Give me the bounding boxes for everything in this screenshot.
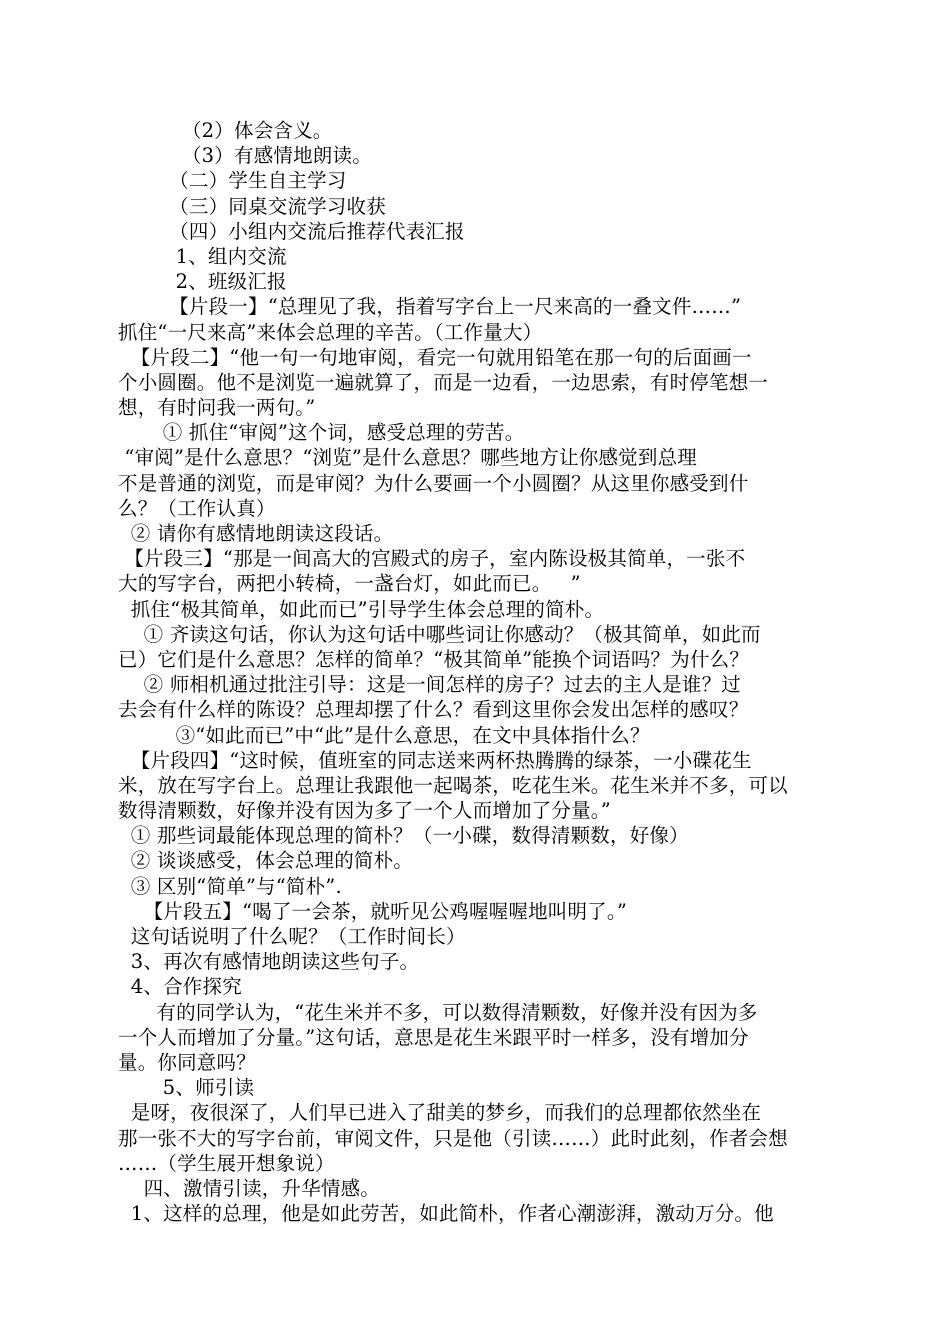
text-line: ① 抓住“审阅”这个词，感受总理的劳苦。 <box>118 421 525 445</box>
text-line: ① 齐读这句话，你认为这句话中哪些词让你感动？（极其简单，如此而 <box>118 622 761 646</box>
text-line: 【片段四】“这时候，值班室的同志送来两杯热腾腾的绿茶，一小碟花生 <box>118 748 752 772</box>
text-line: ③ 区别“简单”与“简朴”. <box>118 874 342 898</box>
text-line: 米，放在写字台上。总理让我跟他一起喝茶，吃花生米。花生米并不多，可以 <box>118 773 788 797</box>
text-line: 是呀，夜很深了，人们早已进入了甜美的梦乡，而我们的总理都依然坐在 <box>118 1101 762 1125</box>
text-line: ③“如此而已”中“此”是什么意思，在文中具体指什么？ <box>118 723 650 747</box>
text-line: 不是普通的浏览，而是审阅？为什么要画一个小圆圈？从这里你感受到什 <box>118 471 749 495</box>
text-line: （二）学生自主学习 <box>118 169 347 193</box>
text-line: 去会有什么样的陈设？总理却摆了什么？看到这里你会发出怎样的感叹？ <box>118 698 749 722</box>
text-line: （2）体会含义。 <box>118 119 333 142</box>
text-line: 个小圆圈。他不是浏览一遍就算了，而是一边看，一边思索，有时停笔想一 <box>118 370 769 394</box>
text-line: 1、组内交流 <box>118 244 287 268</box>
text-line: 抓住“极其简单，如此而已”引导学生体会总理的简朴。 <box>118 597 605 621</box>
text-line: 想，有时问我一两句。” <box>118 396 316 420</box>
text-line: 一个人而增加了分量。”这句话，意思是花生米跟平时一样多，没有增加分 <box>118 1025 749 1049</box>
text-line: 4、合作探究 <box>118 975 242 999</box>
text-line: 2、班级汇报 <box>118 270 287 294</box>
text-line: 3、再次有感情地朗读这些句子。 <box>118 950 420 974</box>
text-line: （3）有感情地朗读。 <box>118 144 372 168</box>
text-line: （四）小组内交流后推荐代表汇报 <box>118 219 465 243</box>
text-line: 【片段二】“他一句一句地审阅，看完一句就用铅笔在那一句的后面画一 <box>118 345 752 369</box>
text-line: 5、师引读 <box>118 1076 255 1100</box>
text-line: 量。你同意吗？ <box>118 1050 256 1074</box>
text-line: ② 谈谈感受，体会总理的简朴。 <box>118 849 413 873</box>
text-line: （三）同桌交流学习收获 <box>118 194 386 218</box>
text-line: 四、激情引读，升华情感。 <box>118 1176 380 1200</box>
text-line: ……（学生展开想象说） <box>118 1151 335 1175</box>
text-line: 抓住“一尺来高”来体会总理的辛苦。（工作量大） <box>118 320 543 344</box>
text-line: “审阅”是什么意思？“浏览”是什么意思？哪些地方让你感觉到总理 <box>118 446 697 470</box>
text-line: 数得清颗数，好像并没有因为多了一个人而增加了分量。” <box>118 799 611 823</box>
text-line: 1、这样的总理，他是如此劳苦，如此简朴，作者心潮澎湃，激动万分。他 <box>118 1202 774 1226</box>
text-line: ② 师相机通过批注引导：这是一间怎样的房子？过去的主人是谁？过 <box>118 673 741 697</box>
text-line: 【片段三】“那是一间高大的宫殿式的房子，室内陈设极其简单，一张不 <box>118 547 746 571</box>
text-line: 这句话说明了什么呢？（工作时间长） <box>118 925 466 948</box>
text-line: 么？（工作认真） <box>118 496 276 520</box>
text-line: 那一张不大的写字台前，审阅文件，只是他（引读……）此时此刻，作者会想 <box>118 1126 788 1150</box>
text-line: 已）它们是什么意思？怎样的简单？“极其简单”能换个词语吗？为什么？ <box>118 647 750 671</box>
text-line: 有的同学认为，“花生米并不多，可以数得清颗数，好像并没有因为多 <box>118 1000 758 1024</box>
text-line: 【片段五】“喝了一会茶，就听见公鸡喔喔喔地叫明了。” <box>118 899 627 923</box>
text-line: ② 请你有感情地朗读这段话。 <box>118 522 394 545</box>
document-body <box>118 118 838 1226</box>
text-line: ① 那些词最能体现总理的简朴？（一小碟，数得清颗数，好像） <box>118 824 689 848</box>
text-line: 大的写字台，两把小转椅，一盏台灯，如此而已。 ” <box>118 572 581 596</box>
text-line: 【片段一】“总理见了我，指着写字台上一尺来高的一叠文件……” <box>118 295 742 319</box>
